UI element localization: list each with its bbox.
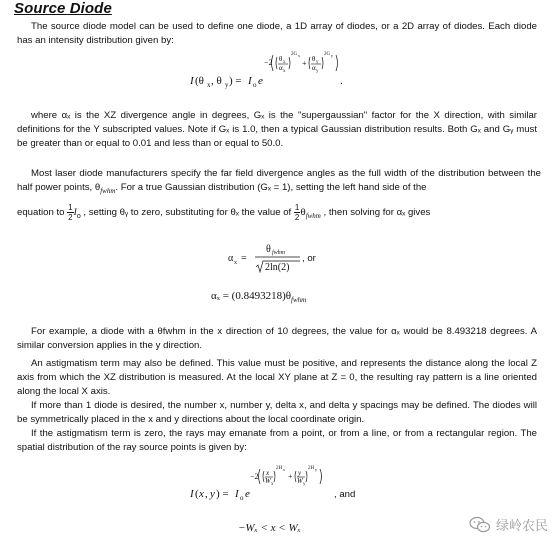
svg-text:W: W <box>297 477 303 485</box>
svg-text:2G: 2G <box>291 52 298 57</box>
svg-text:(θ: (θ <box>195 75 204 87</box>
svg-text:x: x <box>199 488 204 500</box>
svg-text:) =: ) = <box>216 488 229 500</box>
svg-text:e: e <box>245 488 250 500</box>
svg-text:I: I <box>190 488 194 500</box>
svg-text:x: x <box>271 482 274 487</box>
svg-text:y: y <box>303 482 306 487</box>
svg-text:y: y <box>315 467 317 472</box>
equation-x-range: −Wₓ < x < Wₓ <box>238 522 301 534</box>
paragraph-spatial: If the astigmatism term is zero, the rays may emanate from a point, or from a line, or from a rectangular region. The spatial distribution of the ray source points is given by: <box>17 428 537 454</box>
paragraph-multiple-diodes: If more than 1 diode is desired, the number x, number y, delta x, and delta y spacings may be defined. The diodes will be symmetrically placed in the x and y directions about the local coordinate origin. <box>17 400 537 426</box>
svg-text:−2: −2 <box>264 58 273 67</box>
equation-intensity-spatial <box>190 463 370 505</box>
svg-text:y: y <box>316 69 319 74</box>
svg-text:2H: 2H <box>308 466 315 471</box>
equation-intensity-angle <box>190 48 370 98</box>
svg-text:θ: θ <box>279 55 283 63</box>
svg-text:α: α <box>228 253 234 264</box>
svg-text:y: y <box>298 469 302 477</box>
wechat-icon <box>469 516 491 534</box>
svg-text:e: e <box>258 75 263 87</box>
watermark <box>469 515 548 534</box>
svg-text:x: x <box>298 53 300 58</box>
paragraph-intro: The source diode model can be used to define one diode, a 1D array of diodes, or a 2D array of diodes. Each diode has an intensity distribution given by: <box>17 21 537 47</box>
svg-text:+: + <box>288 472 293 481</box>
svg-text:x: x <box>207 81 211 89</box>
svg-text:α: α <box>279 64 283 72</box>
svg-text:θ: θ <box>312 55 316 63</box>
svg-text:x: x <box>283 467 285 472</box>
svg-text:o: o <box>253 81 257 89</box>
svg-text:x: x <box>283 69 286 74</box>
svg-text:x: x <box>266 469 270 477</box>
fraction-half-theta: $\frac{1}{2}$ <box>294 203 300 222</box>
paragraph-where: where αₓ is the XZ divergence angle in degrees, Gₓ is the "supergaussian" factor for the X direction, with similar definitions for the Y subscripted values. Note if Gₓ is 1.0, then a typical Gaussian distribution results. Both Gₓ and Gᵧ must be greater than or equal to 0.01 and less than or equal to 50.0. <box>17 110 537 150</box>
paragraph-astigmatism: An astigmatism term may also be defined. This value must be positive, and represents the distance along the local Z axis from which the XZ distribution is measured. At the local XY plane at Z = 0, the resulting ray pattern is a line oriented along the local X axis. <box>17 358 537 398</box>
svg-text:,: , <box>205 488 208 500</box>
equation-alpha-fraction <box>228 241 358 275</box>
svg-text:−2: −2 <box>250 472 259 481</box>
svg-text:y: y <box>331 53 333 58</box>
paragraph-manufacturers-cont: equation to $\frac{1}{2}$ $I_o$ , setting θᵧ to zero, substituting for θₓ the value of $\frac{1}{2}$ $\theta_{fwhm}$ , then solving for αₓ gives <box>17 203 431 222</box>
svg-text:y: y <box>225 81 229 89</box>
fraction-half-i0: $\frac{1}{2}$ <box>68 203 73 222</box>
svg-text:+: + <box>302 59 307 68</box>
svg-text:x: x <box>283 60 286 65</box>
svg-text:2G: 2G <box>324 52 331 57</box>
svg-text:x: x <box>234 260 237 266</box>
svg-text:y: y <box>210 488 215 500</box>
svg-text:2H: 2H <box>276 466 283 471</box>
equation-alpha-value: $\alpha_x = (0.8493218)\theta_{fwhm}$ <box>211 290 307 305</box>
svg-text:I: I <box>190 75 194 87</box>
paragraph-manufacturers: Most laser diode manufacturers specify the far field divergence angles as the full width of the distribution between the half power points, $\theta_{fwhm}$. For a true Gaussian distribution (Gₓ = 1), setting the left hand side of the <box>17 168 541 196</box>
svg-text:α: α <box>312 64 316 72</box>
svg-text:.: . <box>340 75 343 87</box>
svg-text:2ln(2): 2ln(2) <box>265 262 290 273</box>
svg-text:I: I <box>235 488 239 500</box>
svg-text:θ: θ <box>266 244 271 255</box>
svg-text:=: = <box>241 253 247 264</box>
svg-text:W: W <box>265 477 271 485</box>
svg-text:, and: , and <box>334 489 356 500</box>
svg-text:y: y <box>316 60 319 65</box>
svg-text:o: o <box>240 494 244 502</box>
paragraph-example: For example, a diode with a θfwhm in the x direction of 10 degrees, the value for αₓ would be 8.493218 degrees. A similar conversion applies in the y direction. <box>17 326 537 352</box>
watermark-text: 绿岭农民 <box>495 518 548 533</box>
svg-text:) =: ) = <box>229 75 242 87</box>
section-title: Source Diode <box>14 0 112 17</box>
svg-text:, or: , or <box>302 253 316 264</box>
svg-text:I: I <box>248 75 252 87</box>
svg-text:, θ: , θ <box>211 75 222 87</box>
svg-text:fwhm: fwhm <box>272 250 286 256</box>
svg-text:(: ( <box>195 488 199 500</box>
